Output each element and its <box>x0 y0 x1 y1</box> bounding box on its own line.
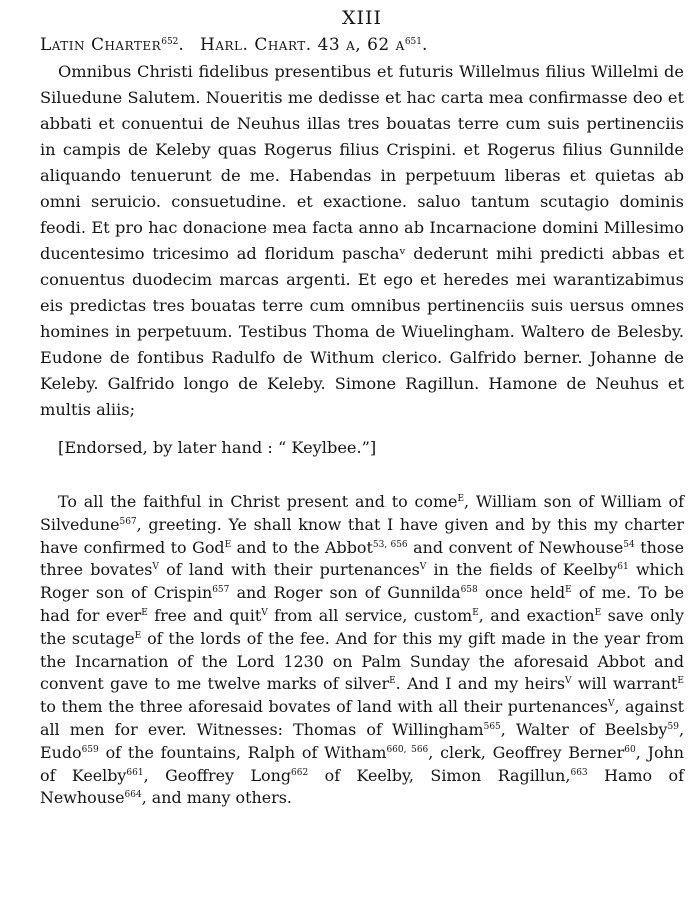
footnote-marker: E <box>224 539 232 550</box>
english-text-segment: of Keelby, Simon Ragillun, <box>308 765 571 785</box>
footnote-marker: E <box>457 494 465 504</box>
english-text-segment: of me. To be had for ever <box>40 583 685 625</box>
charter-reference: Harl. Chart. 43 a, 62 a <box>200 35 405 55</box>
charter-heading: Latin Charter$^{652}$. Harl. Chart. 43 a, 62 $a^{651}$. <box>40 35 428 55</box>
english-text-segment: of land with their purtenances <box>158 560 420 580</box>
english-text-segment: and convent of Newhouse <box>407 537 624 557</box>
english-text-segment: once held <box>477 583 566 603</box>
footnote-marker: 60 <box>624 744 636 755</box>
footnote-marker: 663 <box>570 767 588 778</box>
footnote-marker: 565 <box>483 721 501 732</box>
footnote-marker: 652 <box>161 37 179 47</box>
footnote-marker: 662 <box>291 767 309 778</box>
footnote-marker: V <box>261 607 268 618</box>
charter-label: Latin Charter <box>40 35 162 55</box>
footnote-marker: 567 <box>119 516 137 527</box>
footnote-marker: 664 <box>124 790 142 801</box>
english-text-segment: To all the faithful in Christ present and to come <box>58 492 458 511</box>
footnote-marker: E <box>594 607 602 618</box>
english-text-segment: save only the scutage <box>40 605 684 648</box>
footnote-marker: E <box>141 607 148 618</box>
footnote-marker: 54 <box>623 539 635 550</box>
footnote-marker: E <box>677 676 684 687</box>
english-text-segment: , William son of William of Silvedune <box>40 492 684 534</box>
english-text-segment: of the lords of the fee. And for this my gift made in the year from the Incarnation of the Lord 1230 on Palm Sunday the aforesaid Abbot and convent gave to me twelve marks of silver <box>40 628 684 694</box>
charter-number: XIII <box>341 7 383 29</box>
english-text-segment: and to the Abbot <box>231 537 373 557</box>
footnote-marker: 659 <box>81 744 99 755</box>
footnote-marker: E <box>472 607 479 618</box>
english-text-segment: , Eudo <box>40 719 684 762</box>
footnote-marker: V <box>152 562 159 573</box>
english-text-segment: from all service, custom <box>267 605 473 625</box>
footnote-marker: 651 <box>404 37 423 47</box>
footnote-marker: V <box>419 562 427 573</box>
footnote-marker: 660, 566 <box>386 744 429 755</box>
footnote-marker: 59 <box>667 721 679 732</box>
english-text-segment: , against all men for ever. Witnesses: Thomas of Willingham <box>40 697 684 739</box>
footnote-marker: E <box>565 585 572 596</box>
english-text-segment: will warrant <box>571 674 678 694</box>
footnote-marker: E <box>389 676 396 687</box>
english-text-segment: free and quit <box>147 605 262 625</box>
footnote-marker: 53, 656 <box>372 539 408 550</box>
footnote-marker: 657 <box>212 585 230 596</box>
english-text-segment: , Geoffrey Long <box>143 765 291 785</box>
footnote-marker: V <box>607 699 615 710</box>
english-text-segment: to them the three aforesaid bovates of land with all their purtenances <box>40 697 608 717</box>
english-text-segment: , greeting. Ye shall know that I have given and by this my charter have confirmed to God <box>40 514 684 557</box>
english-text-segment: in the fields of Keelby <box>426 560 618 580</box>
english-text-segment: , John of Keelby <box>40 742 685 785</box>
footnote-marker: 658 <box>460 585 478 596</box>
english-text-segment: and Roger son of Gunnilda <box>229 583 461 603</box>
footnote-marker: 661 <box>126 767 144 778</box>
footnote-marker: 61 <box>617 562 629 573</box>
endorsement-note: [Endorsed, by later hand : “ Keylbee.”] <box>58 438 377 457</box>
english-text-segment: which Roger son of Crispin <box>40 560 684 603</box>
footnote-marker: V <box>565 676 572 687</box>
english-translation <box>40 491 684 810</box>
footnote-marker: E <box>134 630 142 641</box>
english-text-segment: , clerk, Geoffrey Berner <box>428 742 625 762</box>
english-text-segment: , and exaction <box>478 605 595 625</box>
english-text-segment: Hamo of Newhouse <box>40 765 684 808</box>
english-text-segment: those three bovates <box>40 537 684 580</box>
english-text-segment: , Walter of Beelsby <box>500 719 668 739</box>
english-text-segment: of the fountains, Ralph of Witham <box>98 742 387 762</box>
english-text-segment: . And I and my heirs <box>395 674 566 694</box>
latin-text: Omnibus Christi fidelibus presentibus et futuris Willelmus filius Willelmi de Siluedune Salutem. Noueritis me dedisse et hac carta mea confirmasse deo et abbati et conuentui de Neuhus illas tres bouatas terre cum suis pertinenciis in campis de Keleby quas Rogerus filius Crispini. et Rogerus filius Gunnilde aliquando tenuerunt de me. Habendas in perpetuum liberas et quietas ab omni seruicio. consuetudine. et exactione. saluo tantum scutagio dominis feodi. Et pro hac donacione mea facta anno ab Incarnacione domini Millesimo ducentesimo tricesimo ad floridum paschaᵛ dederunt mihi predicti abbas et conuentus duodecim marcas argenti. Et ego et heredes mei warantizabimus eis predictas tres bouatas terre cum omnibus pertinenciis suis uersus omnes homines in perpetuum. Testibus Thoma de Wiuelingham. Waltero de Belesby. Eudone de fontibus Radulfo de Withum clerico. Galfrido berner. Johanne de Keleby. Galfrido longo de Keleby. Simone Ragillun. Hamone de Neuhus et multis aliis; <box>40 62 684 419</box>
english-text-segment: , and many others. <box>141 788 292 808</box>
